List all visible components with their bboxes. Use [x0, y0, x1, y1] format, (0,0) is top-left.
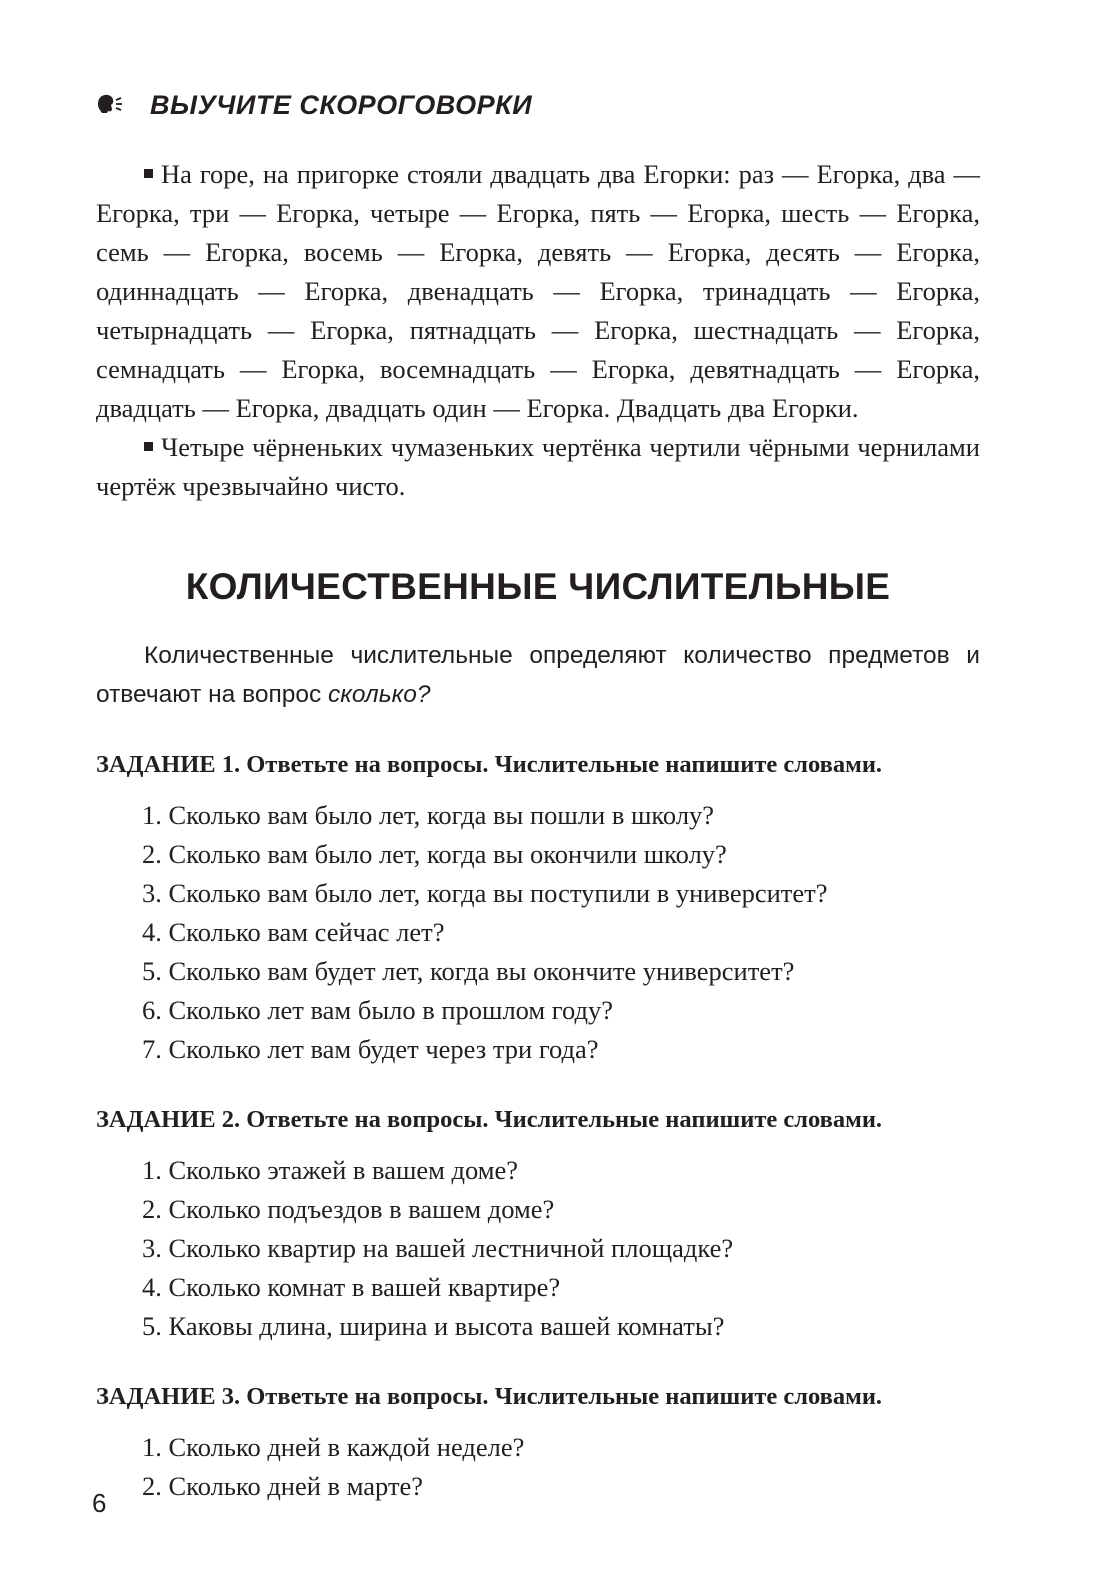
section-intro — [96, 636, 980, 714]
task-heading: ЗАДАНИЕ 3. Ответьте на вопросы. Числительные напишите словами. — [96, 1383, 883, 1410]
tongue-twister-header — [96, 84, 980, 126]
tongue-twister-text: Четыре чёрненьких чумазеньких чертёнка чертили чёрными чернилами чертёж чрезвычайно чисто. — [96, 432, 980, 501]
list-item: 1. Сколько этажей в вашем доме? — [142, 1155, 519, 1185]
task-heading: ЗАДАНИЕ 1. Ответьте на вопросы. Числительные напишите словами. — [96, 751, 883, 778]
task-3 — [96, 1380, 980, 1506]
section-title: КОЛИЧЕСТВЕННЫЕ ЧИСЛИТЕЛЬНЫЕ — [185, 566, 891, 607]
tongue-twister-list — [96, 155, 980, 506]
task-heading: ЗАДАНИЕ 2. Ответьте на вопросы. Числительные напишите словами. — [96, 1106, 883, 1133]
list-item: 3. Сколько вам было лет, когда вы поступили в университет? — [142, 878, 828, 908]
intro-emphasis: сколько? — [328, 681, 431, 708]
page-number: 6 — [92, 1488, 107, 1518]
question-list — [96, 1428, 980, 1506]
tongue-twister-title: ВЫУЧИТЕ СКОРОГОВОРКИ — [150, 89, 533, 120]
list-item: 2. Сколько вам было лет, когда вы окончили школу? — [142, 839, 727, 869]
list-item: 5. Каковы длина, ширина и высота вашей комнаты? — [142, 1311, 725, 1341]
task-1 — [96, 748, 980, 1069]
list-item: 2. Сколько дней в марте? — [142, 1471, 424, 1501]
intro-text: Количественные числительные определяют количество предметов и отвечают на вопрос — [96, 642, 980, 708]
bullet-icon — [144, 442, 153, 451]
question-list — [96, 1151, 980, 1346]
tongue-twister-2 — [96, 428, 980, 506]
tongue-twister-1 — [96, 155, 980, 428]
list-item: 3. Сколько квартир на вашей лестничной площадке? — [142, 1233, 734, 1263]
bullet-icon — [144, 169, 153, 178]
list-item: 5. Сколько вам будет лет, когда вы окончите университет? — [142, 956, 795, 986]
list-item: 6. Сколько лет вам было в прошлом году? — [142, 995, 613, 1025]
question-list — [96, 796, 980, 1069]
list-item: 4. Сколько вам сейчас лет? — [142, 917, 445, 947]
list-item: 1. Сколько вам было лет, когда вы пошли в школу? — [142, 800, 715, 830]
page-content — [96, 84, 980, 1506]
task-2 — [96, 1103, 980, 1346]
list-item: 4. Сколько комнат в вашей квартире? — [142, 1272, 561, 1302]
list-item: 2. Сколько подъездов в вашем доме? — [142, 1194, 555, 1224]
list-item: 1. Сколько дней в каждой неделе? — [142, 1432, 525, 1462]
speaker-icon — [96, 91, 124, 119]
list-item: 7. Сколько лет вам будет через три года? — [142, 1034, 599, 1064]
tongue-twister-text: На горе, на пригорке стояли двадцать два Егорки: раз — Егорка, два — Егорка, три — Егорка, четыре — Егорка, пять — Егорка, шесть — Егорка, семь — Егорка, восемь — Егорка, девять — Егорка, десять — Егорка, одиннадцать — Егорка, двенадцать — Егорка, тринадцать — Егорка, четырнадцать — Егорка, пятнадцать — Егорка, шестнадцать — Егорка, семнадцать — Егорка, восемнадцать — Егорка, девятнадцать — Егорка, двадцать — Егорка, двадцать один — Егорка. Двадцать два Егорки. — [96, 159, 980, 423]
